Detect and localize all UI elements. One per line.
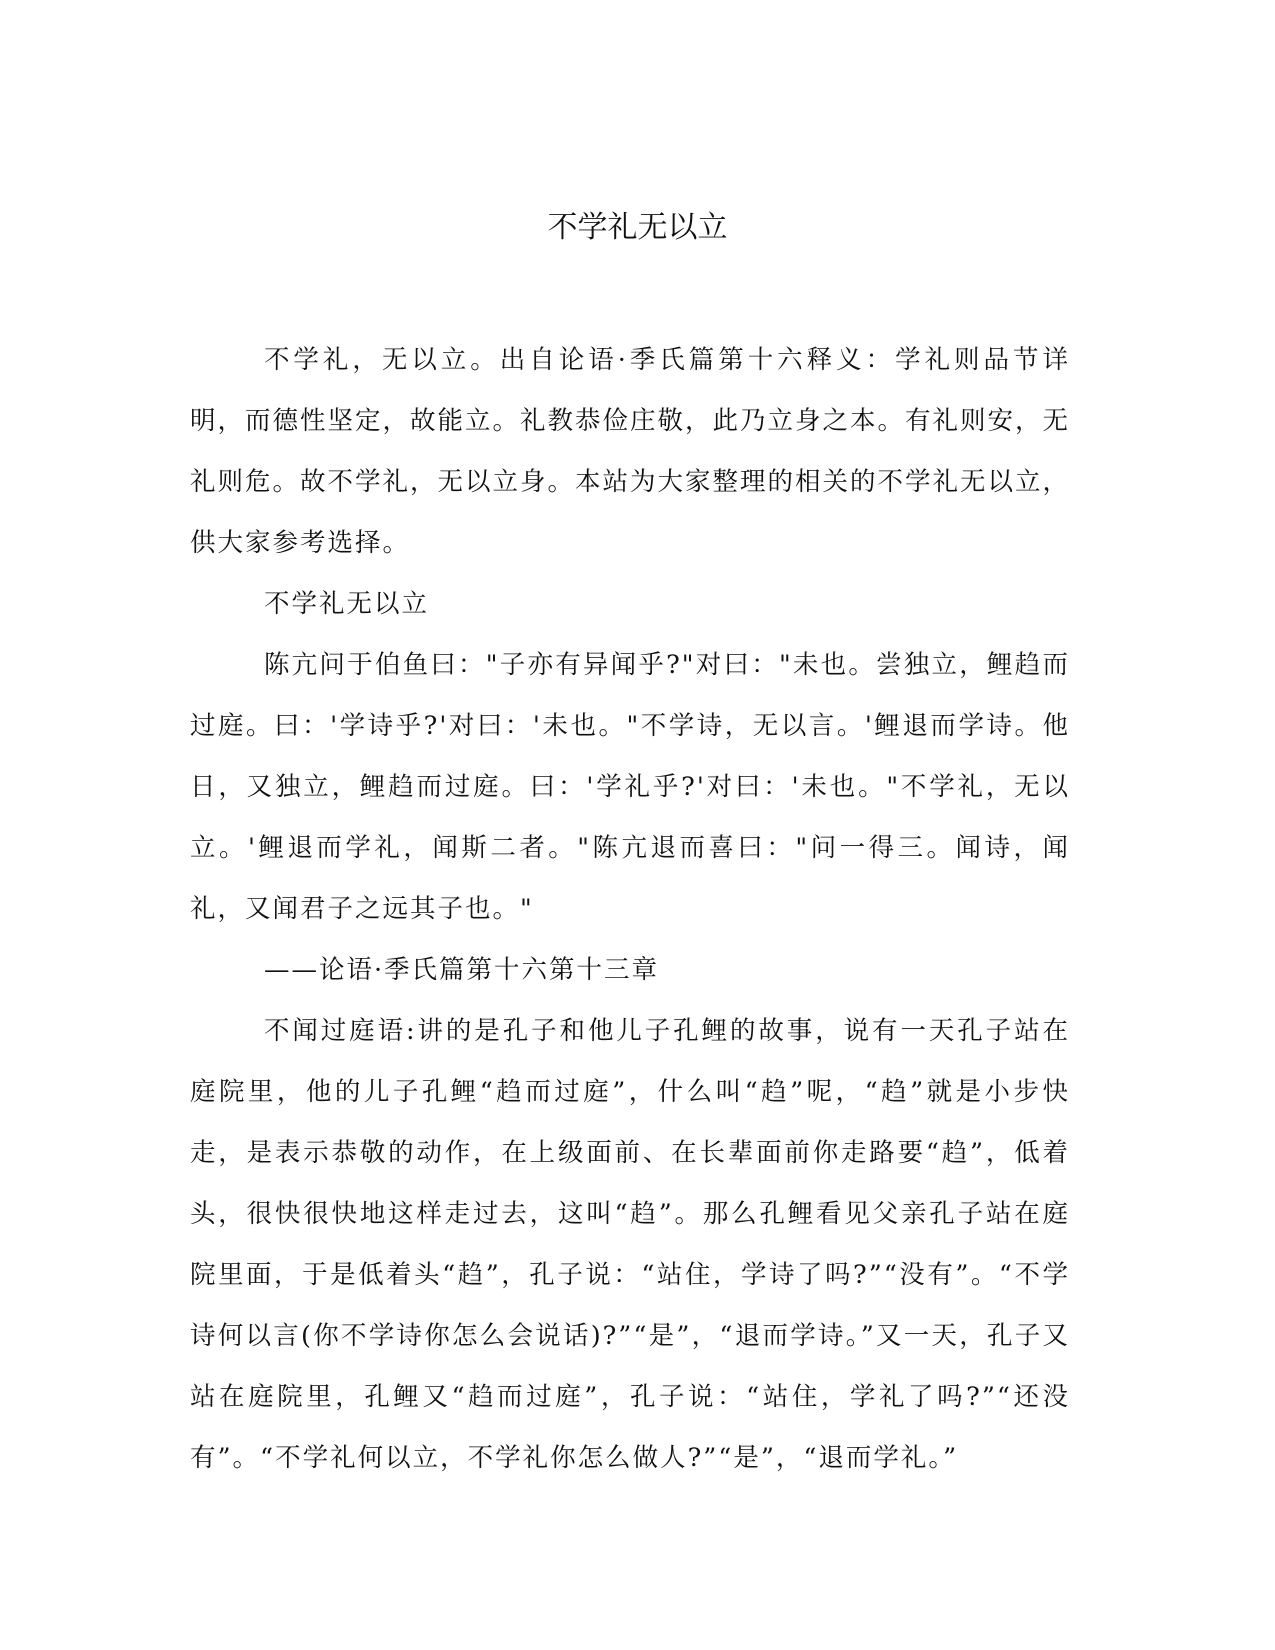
document-body (190, 330, 1070, 1489)
document-title: 不学礼无以立 (547, 210, 728, 245)
quote-paragraph: 陈亢问于伯鱼曰："子亦有异闻乎?"对曰："未也。尝独立，鲤趋而过庭。曰：'学诗乎?'对曰：'未也。"不学诗，无以言。'鲤退而学诗。他日，又独立，鲤趋而过庭。曰：'学礼乎?'对曰：'未也。"不学礼，无以立。'鲤退而学礼，闻斯二者。"陈亢退而喜曰："问一得三。闻诗，闻礼，又闻君子之远其子也。" (190, 650, 1070, 924)
explanation-paragraph: 不闻过庭语:讲的是孔子和他儿子孔鲤的故事，说有一天孔子站在庭院里，他的儿子孔鲤“趋而过庭”，什么叫“趋”呢，“趋”就是小步快走，是表示恭敬的动作，在上级面前、在长辈面前你走路要“趋”，低着头，很快很快地这样走过去，这叫“趋”。那么孔鲤看见父亲孔子站在庭院里面，于是低着头“趋”，孔子说：“站住，学诗了吗?”“没有”。“不学诗何以言(你不学诗你怎么会说话)?”“是”，“退而学诗。”又一天，孔子又站在庭院里，孔鲤又“趋而过庭”，孔子说：“站住，学礼了吗?”“还没有”。“不学礼何以立，不学礼你怎么做人?”“是”，“退而学礼。” (190, 1016, 1070, 1473)
quote-source: ——论语·季氏篇第十六第十三章 (263, 955, 660, 985)
section-heading: 不学礼无以立 (263, 589, 429, 619)
intro-paragraph: 不学礼，无以立。出自论语·季氏篇第十六释义：学礼则品节详明，而德性坚定，故能立。礼教恭俭庄敬，此乃立身之本。有礼则安，无礼则危。故不学礼，无以立身。本站为大家整理的相关的不学礼无以立，供大家参考选择。 (190, 345, 1071, 558)
